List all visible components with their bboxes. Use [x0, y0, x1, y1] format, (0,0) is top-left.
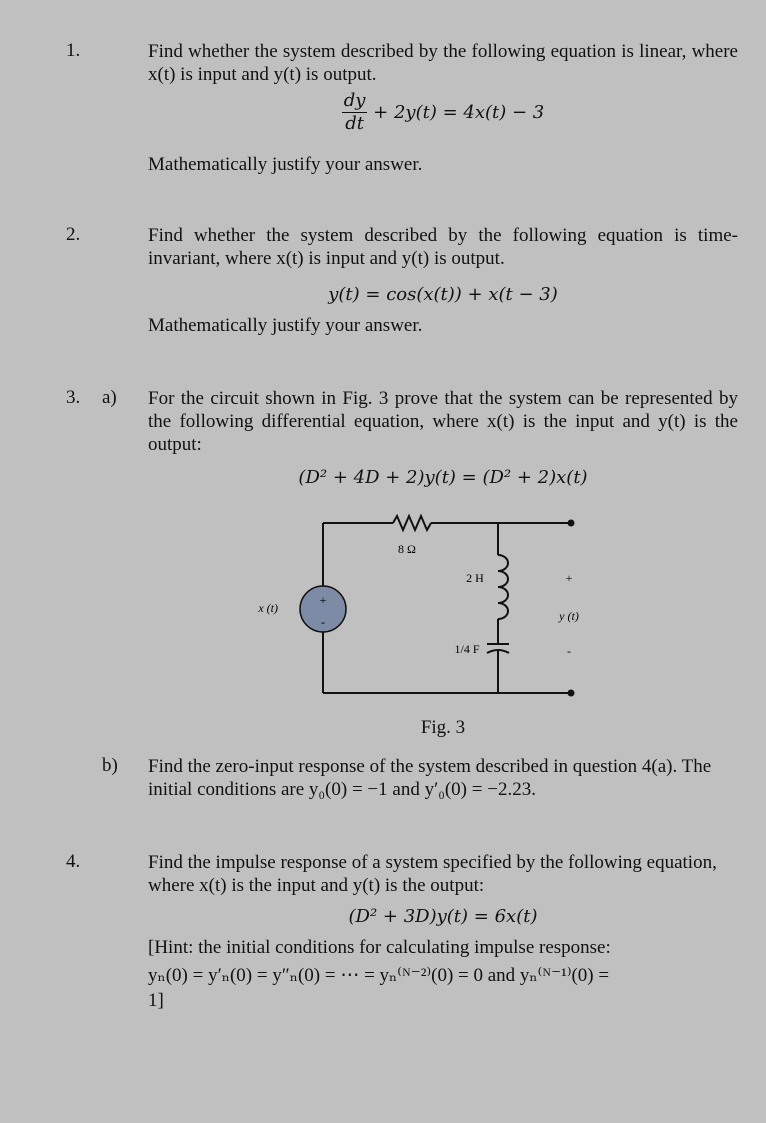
q1-text: Find whether the system described by the following equation is linear, where x(t) is input and y(t) is output. — [148, 41, 738, 85]
figure-caption: Fig. 3 — [420, 717, 466, 738]
q1-eq-rest: + 2y(t) = 4x(t) − 3 — [367, 102, 545, 123]
q2-justify: Mathematically justify your answer. — [148, 315, 423, 336]
q4-hint-line1: [Hint: the initial conditions for calculating impulse response: — [148, 937, 611, 958]
inductor-label: 2 H — [466, 571, 484, 585]
q3-b-label: b) — [102, 755, 118, 776]
inductor — [498, 555, 508, 619]
q3-b-text: Find the zero-input response of the system described in question 4(a). The initial conditions are y₀(0) = −1 and y′₀(0) = −2.23. — [148, 756, 712, 800]
output-minus: - — [567, 644, 571, 658]
resistor-label: 8 Ω — [398, 542, 416, 556]
q3-a-text: For the circuit shown in Fig. 3 prove that the system can be represented by the following differential equation, where x(t) is the input and y(t) is the output: — [148, 388, 738, 455]
terminal-bottom — [568, 690, 575, 697]
output-plus: + — [565, 571, 573, 585]
terminal-top — [568, 520, 575, 527]
q4-hint-line2: yₙ(0) = y′ₙ(0) = y″ₙ(0) = ⋯ = yₙ⁽ᴺ⁻²⁾(0) = 0 and yₙ⁽ᴺ⁻¹⁾(0) = — [148, 965, 610, 986]
q1-frac-num: dy — [343, 90, 366, 111]
output-label: y (t) — [559, 609, 579, 623]
source-minus: - — [321, 615, 325, 629]
q4-hint-line3: 1] — [148, 990, 164, 1011]
resistor — [393, 516, 431, 530]
q2-text: Find whether the system described by the following equation is time-invariant, where x(t) is input and y(t) is output. — [148, 225, 738, 269]
q4-number: 4. — [66, 851, 81, 872]
q3-a-label: a) — [102, 387, 117, 408]
source-plus: + — [319, 593, 327, 607]
q1-number: 1. — [66, 40, 81, 61]
q2-number: 2. — [66, 224, 81, 245]
q4-equation: (D² + 3D)y(t) = 6x(t) — [348, 906, 538, 927]
q2-equation: y(t) = cos(x(t)) + x(t − 3) — [328, 284, 558, 305]
source-label: x (t) — [258, 601, 278, 615]
q3-number: 3. — [66, 387, 81, 408]
q4-text: Find the impulse response of a system specified by the following equation, where x(t) is the input and y(t) is the output: — [148, 852, 717, 896]
q1-justify: Mathematically justify your answer. — [148, 154, 423, 175]
q3-a-equation: (D² + 4D + 2)y(t) = (D² + 2)x(t) — [298, 467, 588, 488]
capacitor-label: 1/4 F — [454, 642, 480, 656]
q1-frac-den: dt — [345, 113, 364, 134]
